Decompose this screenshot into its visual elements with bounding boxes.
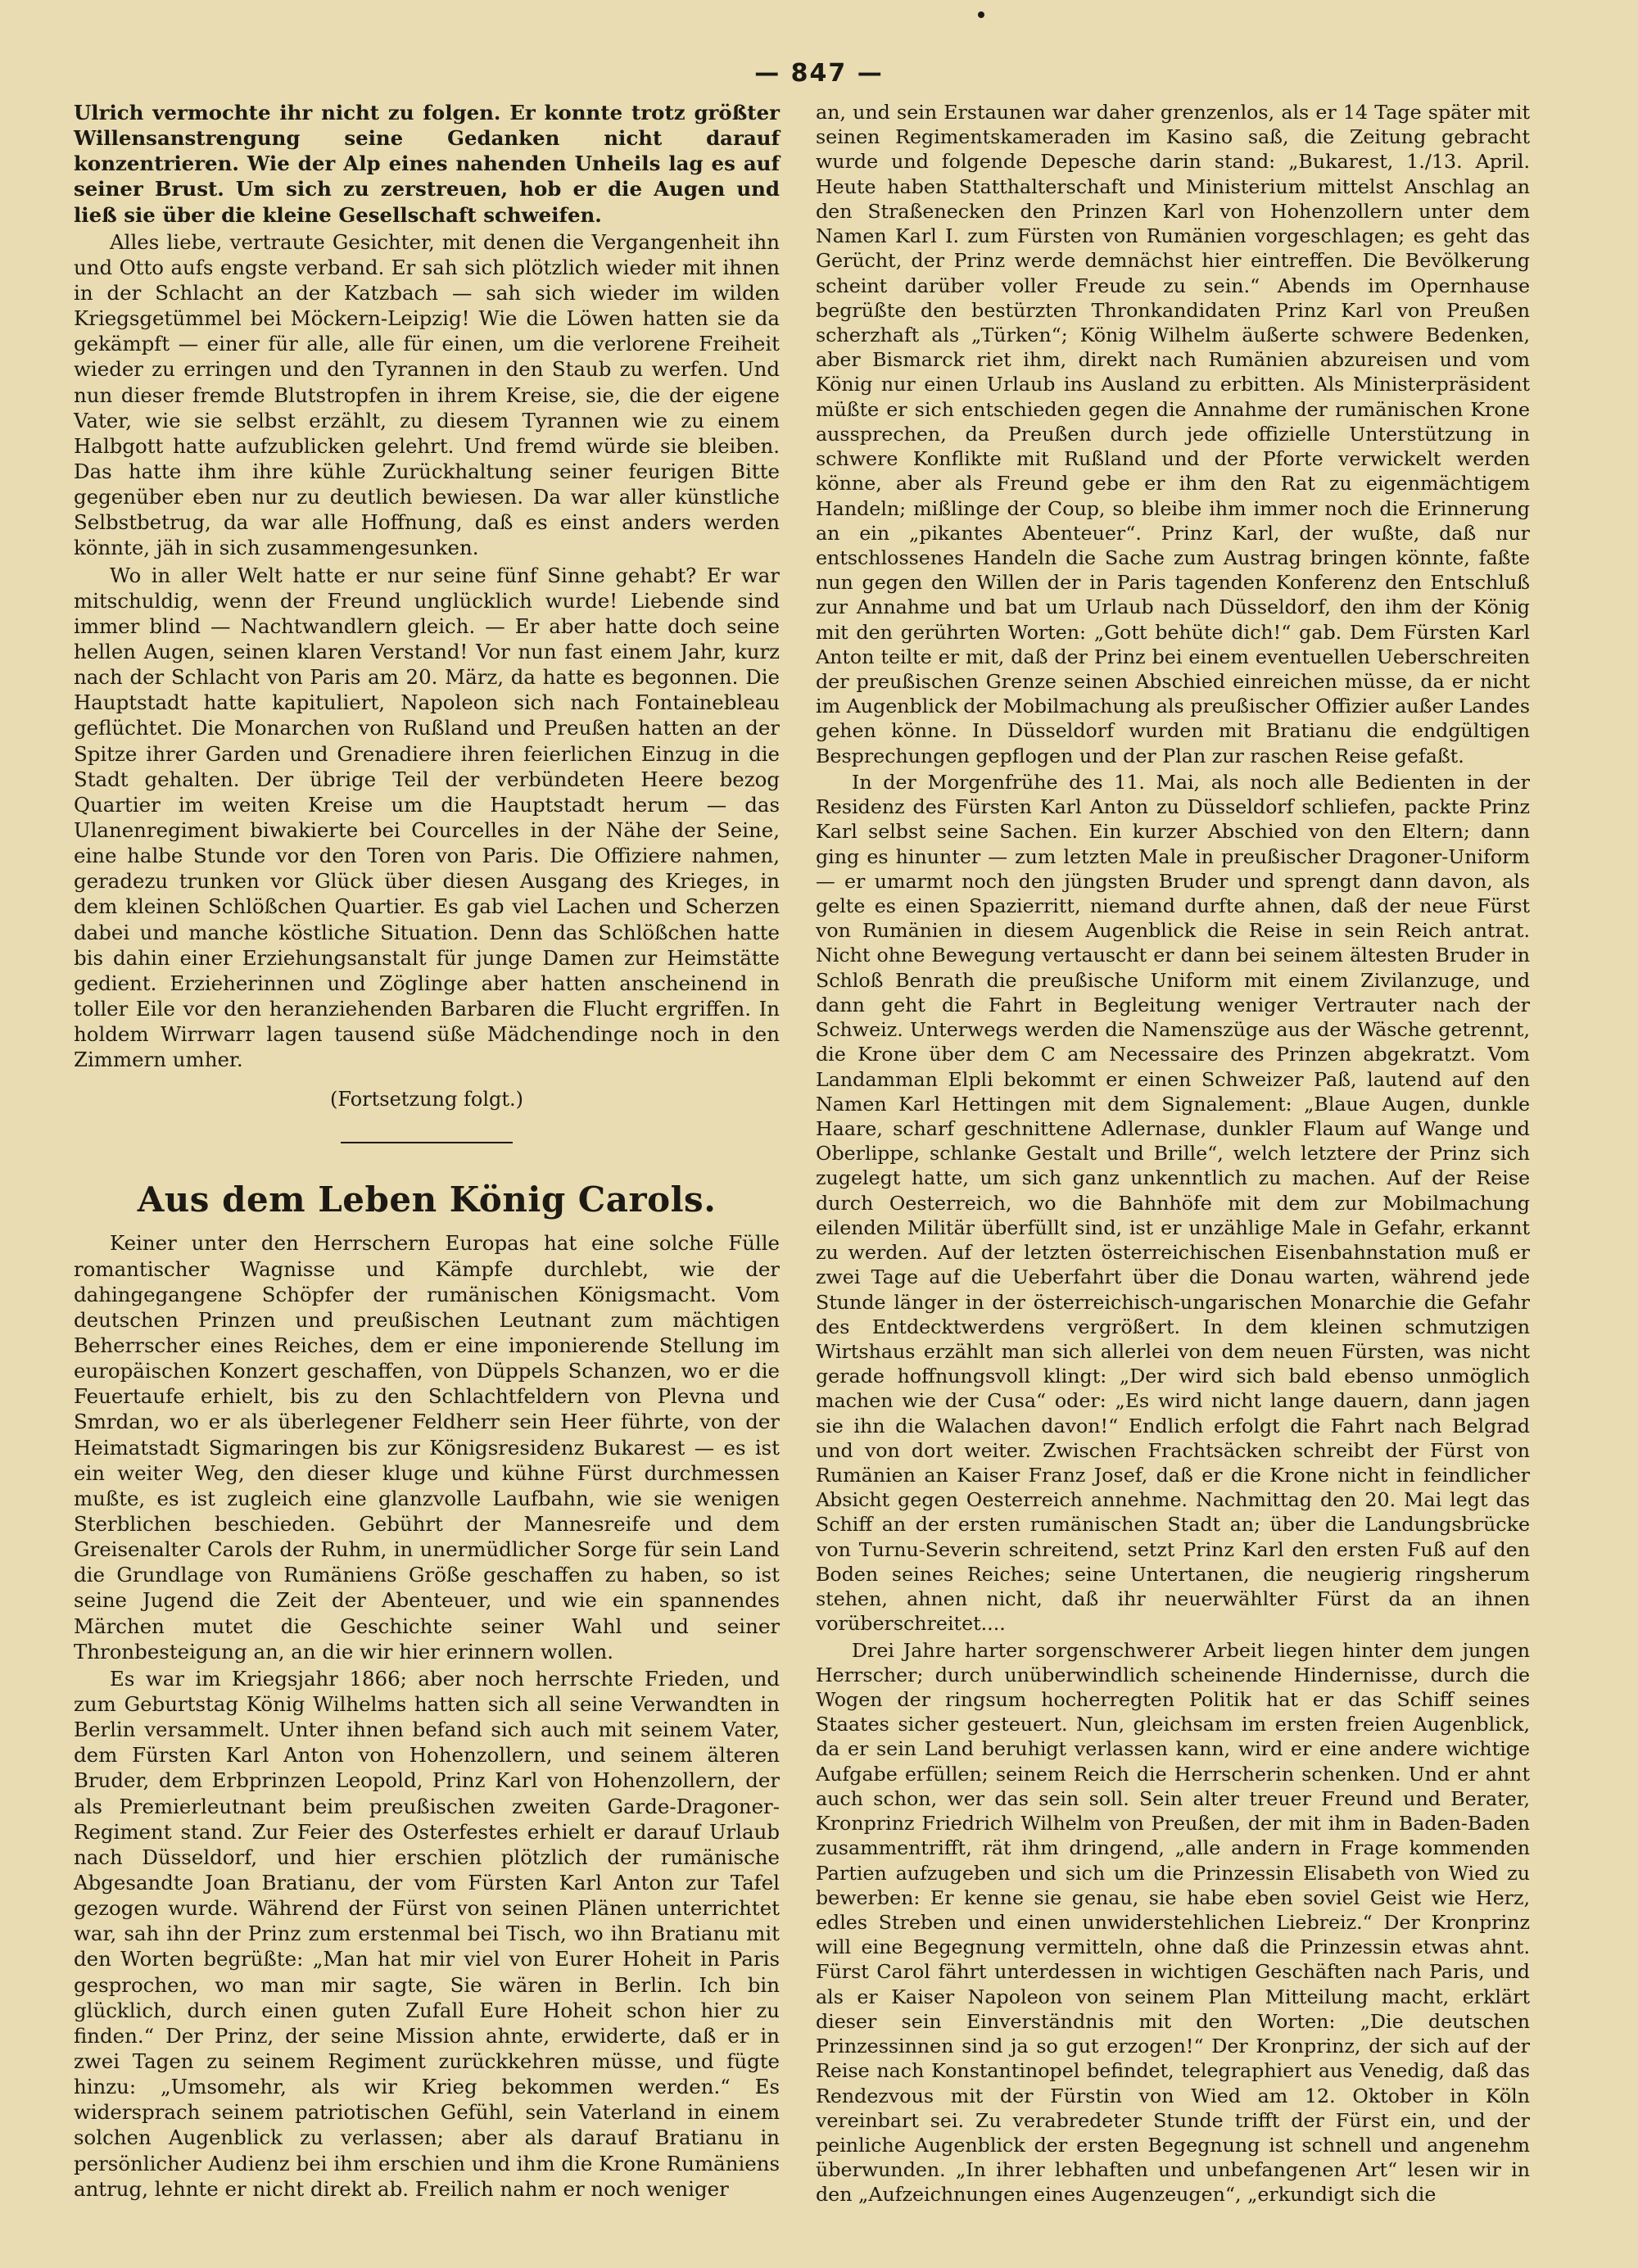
article-paragraph: In der Morgenfrühe des 11. Mai, als noch alle Bedienten in der Residenz des Fürsten Karl Anton zu Düsseldorf schliefen, packte Prinz Karl selbst seine Sachen. Ein kurzer Abschied von den Eltern; dann ging es hinunter — zum letzten Male in preußischer Dragoner-Uniform — er umarmt noch den jüngsten Bruder und sprengt dann davon, als gelte es einen Spazierritt, niemand durfte ahnen, daß der neue Fürst von Rumänien in diesem Augenblick die Reise in sein Reich antrat. Nicht ohne Bewegung vertauscht er dann bei seinem ältesten Bruder in Schloß Benrath die preußische Uniform mit einem Zivilanzuge, und dann geht die Fahrt in Begleitung weniger Vertrauter nach der Schweiz. Unterwegs werden die Namenszüge aus der Wäsche getrennt, die Krone über dem C am Necessaire des Prinzen abgekratzt. Vom Landamman Elpli bekommt er einen Schweizer Paß, lautend auf den Namen Karl Hettingen mit dem Signalement: „Blaue Augen, dunkle Haare, scharf geschnittene Adlernase, dunkler Flaum auf Wange und Oberlippe, schlanke Gestalt und Brille“, welch letztere der Prinz sich zugelegt hatte, um sich ganz unkenntlich zu machen. Auf der Reise durch Oesterreich, wo die Bahnhöfe mit dem zur Mobilmachung eilenden Militär überfüllt sind, ist er unzählige Male in Gefahr, erkannt zu werden. Auf der letzten österreichischen Eisenbahnstation muß er zwei Tage auf die Ueberfahrt über die Donau warten, während jede Stunde länger in der österreichisch-ungarischen Monarchie die Gefahr des Entdecktwerdens vergrößert. In dem kleinen schmutzigen Wirtshaus erzählt man sich allerlei von dem neuen Fürsten, was nicht gerade hoffnungsvoll klingt: „Der wird sich bald ebenso unmöglich machen wie der Cusa“ oder: „Es wird nicht lange dauern, dann jagen sie ihn die Walachen davon!“ Endlich erfolgt die Fahrt nach Belgrad und von dort weiter. Zwischen Frachtsäcken schreibt der Fürst von Rumänien an Kaiser Franz Josef, daß er die Krone nicht in feindlicher Absicht gegen Oesterreich annehme. Nachmittag den 20. Mai legt das Schiff an der ersten rumänischen Stadt an; über die Landungsbrücke von Turnu-Severin schreitend, setzt Prinz Karl den ersten Fuß auf den Boden seines Reiches; seine Untertanen, die neugierig ringsherum stehen, ahnen nicht, daß ihr neuerwählter Fürst da an ihnen vorüberschreitet....: [816, 770, 1530, 1636]
article-paragraph: Es war im Kriegsjahr 1866; aber noch herrschte Frieden, und zum Geburtstag König Wilhelms hatten sich all seine Verwandten in Berlin versammelt. Unter ihnen befand sich auch mit seinem Vater, dem Fürsten Karl Anton von Hohenzollern, und seinem älteren Bruder, dem Erbprinzen Leopold, Prinz Karl von Hohenzollern, der als Premierleutnant beim preußischen zweiten Garde-Dragoner-Regiment stand. Zur Feier des Osterfestes erhielt er darauf Urlaub nach Düsseldorf, und hier erschien plötzlich der rumänische Abgesandte Joan Bratianu, der vom Fürsten Karl Anton zur Tafel gezogen wurde. Während der Fürst von seinen Plänen unterrichtet war, sah ihn der Prinz zum erstenmal bei Tisch, wo ihn Bratianu mit den Worten begrüßte: „Man hat mir viel von Eurer Hoheit in Paris gesprochen, wo man mir sagte, Sie wären in Berlin. Ich bin glücklich, durch einen guten Zufall Eure Hoheit schon hier zu finden.“ Der Prinz, der seine Mission ahnte, erwiderte, daß er in zwei Tagen zu seinem Regiment zurückkehren müsse, und fügte hinzu: „Umsomehr, als wir Krieg bekommen werden.“ Es widersprach seinem patriotischen Gefühl, sein Vaterland in einem solchen Augenblick zu verlassen; aber als darauf Bratianu in persönlicher Audienz bei ihm erschien und ihm die Krone Rumäniens antrug, lehnte er nicht direkt ab. Freilich nahm er noch weniger: [74, 1666, 780, 2201]
story-paragraph: Ulrich vermochte ihr nicht zu folgen. Er konnte trotz größter Willensanstrengung seine Gedanken nicht darauf konzentrieren. Wie der Alp eines nahenden Unheils lag es auf seiner Brust. Um sich zu zerstreuen, hob er die Augen und ließ sie über die kleine Gesellschaft schweifen.: [74, 101, 780, 227]
continuation-note: (Fortsetzung folgt.): [330, 1088, 523, 1111]
section-divider: [341, 1142, 513, 1143]
article-paragraph: an, und sein Erstaunen war daher grenzenlos, als er 14 Tage später mit seinen Regimentskameraden im Kasino saß, die Zeitung gebracht wurde und folgende Depesche darin stand: „Bukarest, 1./13. April. Heute haben Statthalterschaft und Ministerium mittelst Anschlag an den Straßenecken den Prinzen Karl von Hohenzollern unter dem Namen Karl I. zum Fürsten von Rumänien vorgeschlagen; es geht das Gerücht, der Prinz werde demnächst hier eintreffen. Die Bevölkerung scheint darüber voller Freude zu sein.“ Abends im Opernhause begrüßte den bestürzten Thronkandidaten Prinz Karl von Preußen scherzhaft als „Türken“; König Wilhelm äußerte schwere Bedenken, aber Bismarck riet ihm, direkt nach Rumänien abzureisen und vom König nur einen Urlaub ins Ausland zu erbitten. Als Ministerpräsident müßte er sich entschieden gegen die Annahme der rumänischen Krone aussprechen, da Preußen durch jede offizielle Unterstützung in schwere Konflikte mit Rußland und der Pforte verwickelt werden könne, aber als Freund gebe er ihm den Rat zu eigenmächtigem Handeln; mißlinge der Coup, so bleibe ihm immer noch die Erinnerung an ein „pikantes Abenteuer“. Prinz Karl, der wußte, daß nur entschlossenes Handeln die Sache zum Austrag bringen könnte, faßte nun gegen den Willen der in Paris tagenden Konferenz den Entschluß zur Annahme und bat um Urlaub nach Düsseldorf, den ihm der König mit den gerührten Worten: „Gott behüte dich!“ gab. Dem Fürsten Karl Anton teilte er mit, daß der Prinz bei einem eventuellen Ueberschreiten der preußischen Grenze seinen Abschied einreichen müsse, da er nicht im Augenblick der Mobilmachung als preußischer Offizier außer Landes gehen könne. In Düsseldorf wurden mit Bratianu die endgültigen Besprechungen gepflogen und der Plan zur raschen Reise gefaßt.: [816, 101, 1530, 767]
article-paragraph: Drei Jahre harter sorgenschwerer Arbeit liegen hinter dem jungen Herrscher; durch unüberwindlich scheinende Hindernisse, durch die Wogen der ringsum hocherregten Politik hat er das Schiff seines Staates sicher gesteuert. Nun, gleichsam im ersten freien Augenblick, da er sein Land beruhigt verlassen kann, wird er eine andere wichtige Aufgabe erfüllen; seinem Reich die Herrscherin schenken. Und er ahnt auch schon, wer das sein soll. Sein alter treuer Freund und Berater, Kronprinz Friedrich Wilhelm von Preußen, der mit ihm in Baden-Baden zusammentrifft, rät ihm dringend, „alle andern in Frage kommenden Partien aufzugeben und sich um die Prinzessin Elisabeth von Wied zu bewerben: Er kenne sie genau, sie habe eben soviel Geist wie Herz, edles Streben und einen unwiderstehlichen Liebreiz.“ Der Kronprinz will eine Begegnung vermitteln, ohne daß die Prinzessin etwas ahnt. Fürst Carol fährt unterdessen in wichtigen Geschäften nach Paris, und als er Kaiser Napoleon von seinem Plan Mitteilung macht, erklärt dieser sein Einverständnis mit den Worten: „Die deutschen Prinzessinnen sind ja so gut erzogen!“ Der Kronprinz, der sich auf der Reise nach Konstantinopel befindet, telegraphiert aus Venedig, daß das Rendezvous mit der Fürstin von Wied am 12. Oktober in Köln vereinbart sei. Zu verabredeter Stunde trifft der Fürst ein, und der peinliche Augenblick der ersten Begegnung ist schnell und angenehm überwunden. „In ihrer lebhaften und unbefangenen Art“ lesen wir in den „Aufzeichnungen eines Augenzeugen“, „erkundigt sich die: [816, 1638, 1530, 2207]
story-paragraph: Alles liebe, vertraute Gesichter, mit denen die Vergangenheit ihn und Otto aufs engste verband. Er sah sich plötzlich wieder mit ihnen in der Schlacht an der Katzbach — sah sich wieder im wilden Kriegsgetümmel bei Möckern-Leipzig! Wie die Löwen hatten sie da gekämpft — einer für alle, alle für einen, um die verlorene Freiheit wieder zu erringen und den Tyrannen in den Staub zu werfen. Und nun dieser fremde Blutstropfen in ihrem Kreise, sie, die der eigene Vater, wie sie selbst erzählt, zu diesem Tyrannen wie zu einem Halbgott hatte aufzublicken gelehrt. Und fremd würde sie bleiben. Das hatte ihm ihre kühle Zurückhaltung seiner feurigen Bitte gegenüber eben nur zu deutlich bewiesen. Da war aller künstliche Selbstbetrug, da war alle Hoffnung, daß es einst anders werden könnte, jäh in sich zusammengesunken.: [74, 229, 780, 560]
left-column: [74, 100, 780, 2203]
right-column: [816, 100, 1530, 2209]
ink-dot: [978, 11, 984, 18]
story-paragraph: Wo in aller Welt hatte er nur seine fünf Sinne gehabt? Er war mitschuldig, wenn der Freund unglücklich wurde! Liebende sind immer blind — Nachtwandlern gleich. — Er aber hatte doch seine hellen Augen, seinen klaren Verstand! Vor nun fast einem Jahr, kurz nach der Schlacht von Paris am 20. März, da hatte es begonnen. Die Hauptstadt hatte kapituliert, Napoleon sich nach Fontainebleau geflüchtet. Die Monarchen von Rußland und Preußen hatten an der Spitze ihrer Garden und Grenadiere ihren feierlichen Einzug in die Stadt gehalten. Der übrige Teil der verbündeten Heere bezog Quartier im weiten Kreise um die Hauptstadt herum — das Ulanenregiment biwakierte bei Courcelles in der Nähe der Seine, eine halbe Stunde vor den Toren von Paris. Die Offiziere nahmen, geradezu trunken vor Glück über diesen Ausgang des Krieges, in dem kleinen Schlößchen Quartier. Es gab viel Lachen und Scherzen dabei und manche köstliche Situation. Denn das Schlößchen hatte bis dahin einer Erziehungsanstalt für junge Damen zur Heimstätte gedient. Erzieherinnen und Zöglinge aber hatten anscheinend in toller Eile vor den heranziehenden Barbaren die Flucht ergriffen. In holdem Wirrwarr lagen tausend süße Mädchendinge noch in den Zimmern umher.: [74, 563, 780, 1072]
article-paragraph: Keiner unter den Herrschern Europas hat eine solche Fülle romantischer Wagnisse und Kämpfe durchlebt, wie der dahingegangene Schöpfer der rumänischen Königsmacht. Vom deutschen Prinzen und preußischen Leutnant zum mächtigen Beherrscher eines Reiches, dem er eine imponierende Stellung im europäischen Konzert geschaffen, von Düppels Schanzen, wo er die Feuertaufe erhielt, bis zu den Schlachtfeldern von Plevna und Smrdan, wo er als überlegener Feldherr sein Heer führte, von der Heimatstadt Sigmaringen bis zur Königsresidenz Bukarest — es ist ein weiter Weg, den dieser kluge und kühne Fürst durchmessen mußte, es ist zugleich eine glanzvolle Laufbahn, wie sie wenigen Sterblichen beschieden. Gebührt der Mannesreife und dem Greisenalter Carols der Ruhm, in unermüdlicher Sorge für sein Land die Grundlage von Rumäniens Größe geschaffen zu haben, so ist seine Jugend die Zeit der Abenteuer, und wie ein spannendes Märchen mutet die Geschichte seiner Wahl und seiner Thronbesteigung an, an die wir hier erinnern wollen.: [74, 1231, 780, 1664]
page-number: — 847 —: [754, 59, 884, 88]
article-heading: Aus dem Leben König Carols.: [137, 1179, 717, 1220]
